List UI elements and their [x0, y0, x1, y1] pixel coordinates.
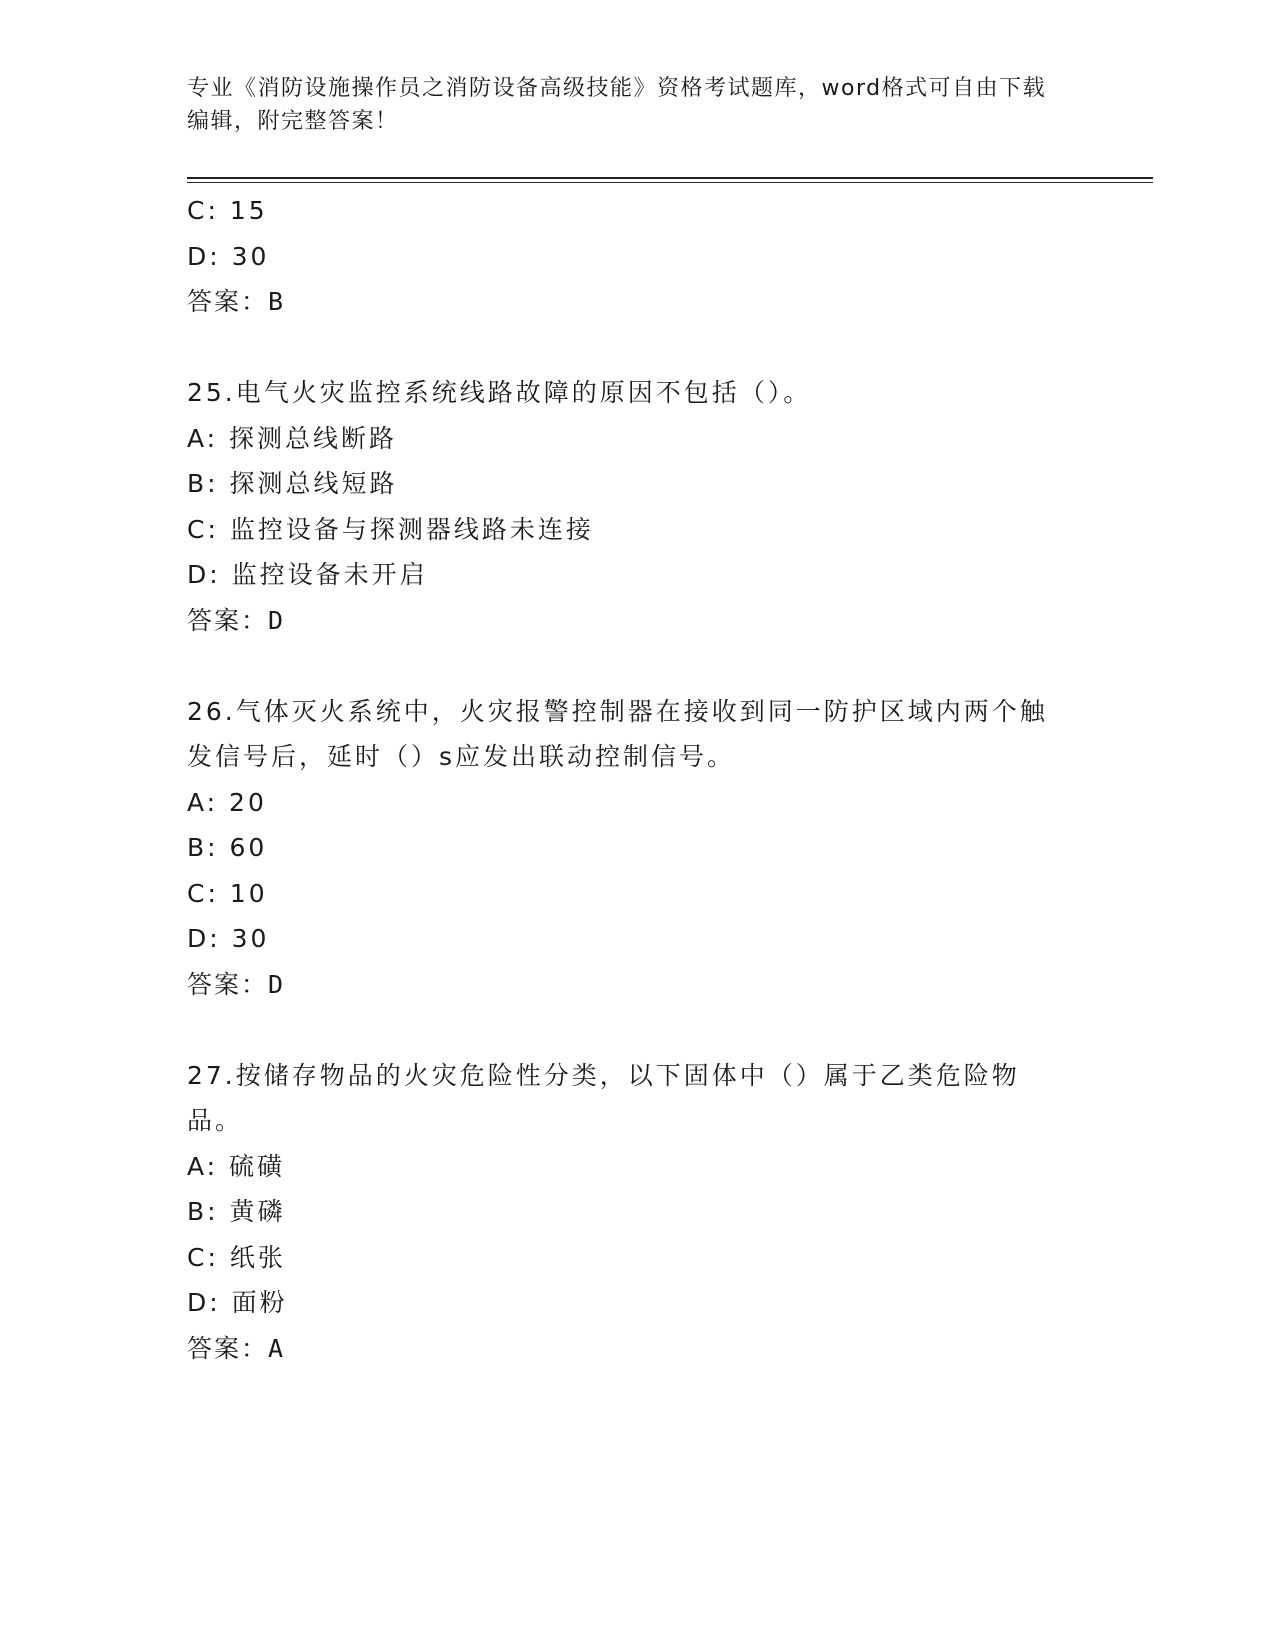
carryover-question [187, 188, 1087, 325]
option-d: D: 30 [187, 924, 270, 953]
question-stem: 26.气体灭火系统中，火灾报警控制器在接收到同一防护区域内两个触发信号后，延时（）s应发出联动控制信号。 [187, 696, 1048, 771]
option-b: B: 探测总线短路 [187, 469, 398, 498]
answer-line: 答案：D [187, 605, 286, 635]
option-d: D: 30 [187, 241, 270, 271]
option-c: C: 15 [187, 196, 268, 225]
option-a: A: 20 [187, 787, 267, 817]
answer-line: 答案：A [187, 1333, 286, 1363]
question-stem: 27.按储存物品的火灾危险性分类，以下固体中（）属于乙类危险物品。 [187, 1060, 1020, 1135]
option-a: A: 硫磺 [187, 1151, 286, 1181]
option-c: C: 10 [187, 878, 268, 908]
question-stem: 25.电气火灾监控系统线路故障的原因不包括（）。 [187, 378, 812, 407]
spacer [187, 643, 1087, 689]
question-27 [187, 1053, 1087, 1372]
answer-line: 答案：B [187, 287, 286, 316]
option-c: C: 监控设备与探测器线路未连接 [187, 514, 594, 544]
spacer [187, 325, 1087, 371]
question-26 [187, 689, 1087, 1008]
option-b: B: 60 [187, 833, 268, 862]
spacer [187, 1007, 1087, 1053]
option-a: A: 探测总线断路 [187, 423, 398, 453]
option-c: C: 纸张 [187, 1242, 286, 1272]
question-content [187, 188, 1087, 1371]
header-rule-thick [187, 177, 1153, 179]
question-25 [187, 370, 1087, 643]
document-header: 专业《消防设施操作员之消防设备高级技能》资格考试题库，word格式可自由下载编辑，附完整答案！ [187, 76, 1047, 134]
option-d: D: 面粉 [187, 1288, 288, 1317]
option-b: B: 黄磷 [187, 1197, 286, 1226]
header-rule-thin [187, 182, 1153, 183]
answer-line: 答案：D [187, 969, 286, 999]
option-d: D: 监控设备未开启 [187, 560, 428, 589]
